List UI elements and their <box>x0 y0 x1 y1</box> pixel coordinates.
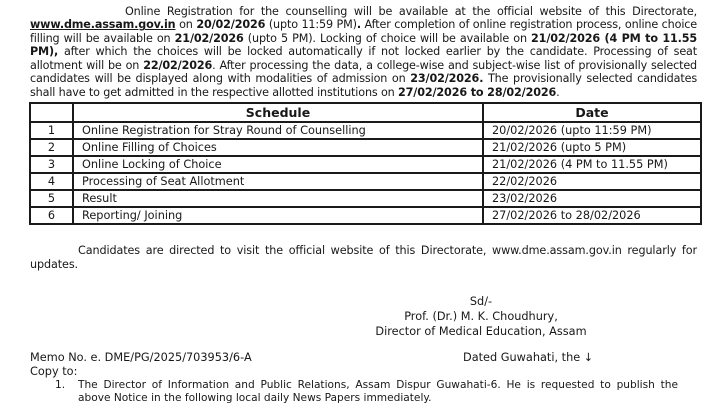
intro-segment: After completion of online registration process, online choice filling will be available on <box>30 18 698 45</box>
signature-sd: Sd/- <box>469 295 493 309</box>
intro-segment: . <box>356 18 361 32</box>
table-row <box>30 190 701 207</box>
table-row <box>30 122 701 139</box>
copy-item-text: The Director of Information and Public Relations, Assam Dispur Guwahati-6. He is requested to publish the above Notice in the following local daily News Papers immediately. <box>78 378 678 404</box>
website-url-link[interactable]: www.dme.assam.gov.in <box>30 18 176 32</box>
signatory-name: Prof. (Dr.) M. K. Choudhury, <box>404 309 558 323</box>
serial-cell: 2 <box>30 139 73 156</box>
intro-segment: after which the choices will be locked automatically if not locked earlier by the candidate. Processing of seat allotment will be on <box>30 45 697 72</box>
intro-segment: Online Registration for the counselling will be available at the official website of this Directorate, <box>125 5 697 18</box>
date-cell: 21/02/2026 (upto 5 PM) <box>483 139 701 156</box>
locking-date: 21/02/2026 (4 PM to 11.55 PM), <box>30 31 697 59</box>
schedule-cell: Result <box>73 190 483 207</box>
date-cell: 23/02/2026 <box>483 190 701 207</box>
schedule-cell: Reporting/ Joining <box>73 207 483 224</box>
schedule-cell: Online Registration for Stray Round of Counselling <box>73 122 483 139</box>
intro-segment: on <box>175 18 197 32</box>
intro-segment: (upto 5 PM). Locking of choice will be available on <box>243 31 532 45</box>
dated-line: Dated Guwahati, the ↓ <box>463 350 594 364</box>
table-row <box>30 207 701 224</box>
serial-cell: 1 <box>30 122 73 139</box>
copy-item <box>30 379 697 405</box>
table-row <box>30 173 701 190</box>
updates-note-paragraph: Candidates are directed to visit the official website of this Directorate, www.dme.assam.gov.in regularly for updates. <box>30 244 697 271</box>
memo-line <box>30 351 697 364</box>
signature-block <box>331 295 631 339</box>
serial-cell: 4 <box>30 173 73 190</box>
allotment-date: 22/02/2026 <box>143 58 213 72</box>
intro-segment: (upto 11:59 PM) <box>265 18 357 32</box>
copy-item-number: 1. <box>55 378 66 391</box>
choice-filling-date: 21/02/2026 <box>174 31 244 45</box>
serial-cell: 5 <box>30 190 73 207</box>
registration-date: 20/02/2026 <box>196 18 266 32</box>
intro-segment: . <box>556 85 560 99</box>
date-cell: 22/02/2026 <box>483 173 701 190</box>
notice-intro-paragraph <box>30 5 697 99</box>
copy-to-label: Copy to: <box>30 364 78 378</box>
admission-dates: 27/02/2026 to 28/02/2026 <box>398 85 557 99</box>
serial-cell: 3 <box>30 156 73 173</box>
date-column-header: Date <box>483 103 701 122</box>
date-cell: 20/02/2026 (upto 11:59 PM) <box>483 122 701 139</box>
result-date: 23/02/2026. <box>410 72 484 86</box>
table-header-row <box>30 103 701 122</box>
intro-segment: The provisionally selected candidates shall have to get admitted in the respective allotted institutions on <box>30 72 697 99</box>
serial-cell: 6 <box>30 207 73 224</box>
memo-number: Memo No. e. DME/PG/2025/703953/6-A <box>30 350 252 364</box>
table-row <box>30 156 701 173</box>
table-row <box>30 139 701 156</box>
schedule-cell: Processing of Seat Allotment <box>73 173 483 190</box>
signatory-title: Director of Medical Education, Assam <box>375 324 587 338</box>
schedule-cell: Online Locking of Choice <box>73 156 483 173</box>
serial-column-header <box>30 103 73 122</box>
date-cell: 21/02/2026 (4 PM to 11.55 PM) <box>483 156 701 173</box>
date-cell: 27/02/2026 to 28/02/2026 <box>483 207 701 224</box>
schedule-column-header: Schedule <box>73 103 483 122</box>
schedule-table <box>29 102 702 225</box>
intro-segment: . After processing the data, a college-wise and subject-wise list of provisionally selected candidates will be displayed along with modalities of admission on <box>30 58 698 86</box>
schedule-cell: Online Filling of Choices <box>73 139 483 156</box>
